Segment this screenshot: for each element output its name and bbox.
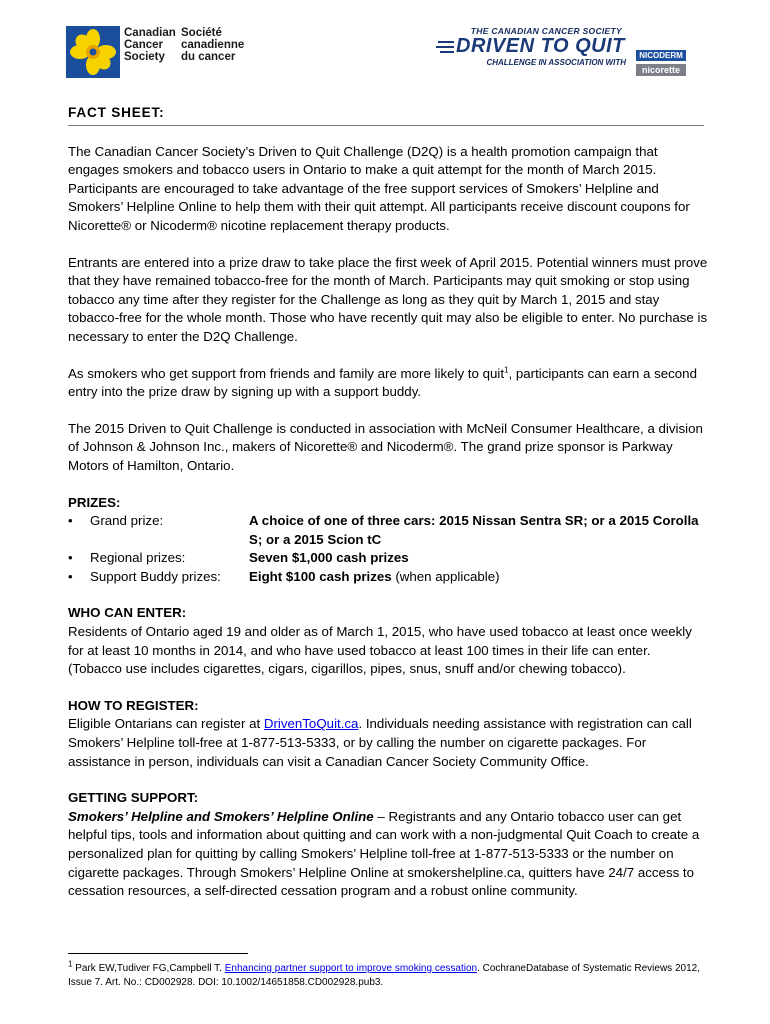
prize-value: Eight $100 cash prizes (when applicable) xyxy=(249,568,500,584)
driven-to-quit-logo xyxy=(436,26,686,78)
prize-item-grand xyxy=(68,512,708,549)
footnote-divider xyxy=(68,953,248,954)
prizes-heading: PRIZES: xyxy=(68,494,121,510)
nicorette-logo: nicorette xyxy=(636,64,686,76)
canadian-cancer-society-logo xyxy=(66,26,256,78)
prize-label: Support Buddy prizes: xyxy=(90,568,221,584)
citation-link[interactable]: Enhancing partner support to improve smoking cessation xyxy=(224,963,478,974)
page-title: FACT SHEET: xyxy=(68,104,704,126)
how-to-register-section: HOW TO REGISTER: Eligible Ontarians can register at DrivenToQuit.ca. Individuals needing assistance with registration can call Smokers’ Helpline toll-free at 1-877-513-5333, or by calling the number on cigarette packages. For assistance in person, individuals can visit a Canadian Cancer Society Community Office. xyxy=(68,697,708,771)
prizes-section xyxy=(68,494,708,587)
how-to-register-heading: HOW TO REGISTER: xyxy=(68,697,199,713)
who-can-enter-heading: WHO CAN ENTER: xyxy=(68,605,187,621)
prize-value: A choice of one of three cars: 2015 Nissan Sentra SR; or a 2015 Corolla S; or a 2015 Scion tC xyxy=(249,513,699,547)
ccs-french-name: Société canadienne du cancer xyxy=(181,27,245,63)
getting-support-heading: GETTING SUPPORT: xyxy=(68,790,199,806)
prize-label: Regional prizes: xyxy=(90,550,186,566)
bullet-icon: • xyxy=(68,550,73,566)
driventoquit-link[interactable]: DrivenToQuit.ca xyxy=(263,716,359,732)
intro-paragraph-2: Entrants are entered into a prize draw to take place the first week of April 2015. Potential winners must prove that they have remained tobacco-free for the month of March. Participants may quit smoking or stop using tobacco any time after they register for the Challenge as long as they quit by March 1, 2015 and stay tobacco-free for the whole month. Those who have recently quit may also be eligible to enter. No purchase is necessary to enter the D2Q Challenge. xyxy=(68,254,708,344)
ccs-english-name: Canadian Cancer Society xyxy=(124,27,176,63)
d2q-logo-top-text: THE CANADIAN CANCER SOCIETY xyxy=(470,26,622,36)
prize-label: Grand prize: xyxy=(90,513,164,529)
intro-paragraph-1: The Canadian Cancer Society’s Driven to Quit Challenge (D2Q) is a health promotion campaign that engages smokers and tobacco users in Ontario to make a quit attempt for the month of March 2015. Participants are encouraged to take advantage of the free support services of Smokers’ Helpline and Smokers’ Helpline Online to help them with their quit attempt. All participants receive discount coupons for Nicorette® or Nicoderm® nicotine replacement therapy products. xyxy=(68,143,690,233)
document-body xyxy=(68,104,708,919)
getting-support-section: GETTING SUPPORT: Smokers’ Helpline and Smokers’ Helpline Online – Registrants and any Ontario tobacco user can get helpful tips, tools and information about quitting and can work with a non-judgmental Quit Coach to create a personalized plan for quitting by calling Smokers’ Helpline toll-free at 1-877-513-5333 or the number on cigarette packages. Through Smokers’ Helpline Online at smokershelpline.ca, quitters have 24/7 access to cessation resources, a self-directed cessation program and a robust online community. xyxy=(68,789,708,901)
intro-paragraph-3: As smokers who get support from friends and family are more likely to quit$^1$, participants can earn a second entry into the prize draw by signing up with a support buddy. xyxy=(68,365,697,400)
nicoderm-logo: NICODERM xyxy=(636,50,686,61)
d2q-logo-sub-text: CHALLENGE IN ASSOCIATION WITH xyxy=(486,58,626,67)
intro-paragraph-4: The 2015 Driven to Quit Challenge is conducted in association with McNeil Consumer Healthcare, a division of Johnson & Johnson Inc., makers of Nicorette® and Nicoderm®. The grand prize sponsor is Parkway Motors of Hamilton, Ontario. xyxy=(68,420,703,473)
prize-item-regional xyxy=(68,549,708,568)
prize-item-support-buddy xyxy=(68,568,708,587)
prize-value: Seven $1,000 cash prizes xyxy=(249,550,409,566)
who-can-enter-section xyxy=(68,604,708,678)
support-lead: Smokers’ Helpline and Smokers’ Helpline Online xyxy=(68,808,374,824)
d2q-logo-main-text: DRIVEN TO QUIT xyxy=(456,35,625,57)
footnote: $^1$ Park EW,Tudiver FG,Campbell T. Enhancing partner support to improve smoking cessation. CochraneDatabase of Systematic Reviews 2012, Issue 7. Art. No.: CD002928. DOI: 10.1002/14651858.CD002928.pub3. xyxy=(68,959,700,988)
speed-lines-icon xyxy=(436,40,454,54)
bullet-icon: • xyxy=(68,513,73,529)
who-can-enter-text: Residents of Ontario aged 19 and older as of March 1, 2015, who have used tobacco at least once weekly for at least 10 months in 2014, and who have used tobacco at least 100 times in their life can enter. (Tobacco use includes cigarettes, cigars, cigarillos, pipes, snus, snuff and/or chewing tobacco). xyxy=(68,624,692,677)
bullet-icon: • xyxy=(68,568,73,584)
daffodil-icon xyxy=(66,26,120,78)
footnote-ref: 1 xyxy=(504,365,509,375)
